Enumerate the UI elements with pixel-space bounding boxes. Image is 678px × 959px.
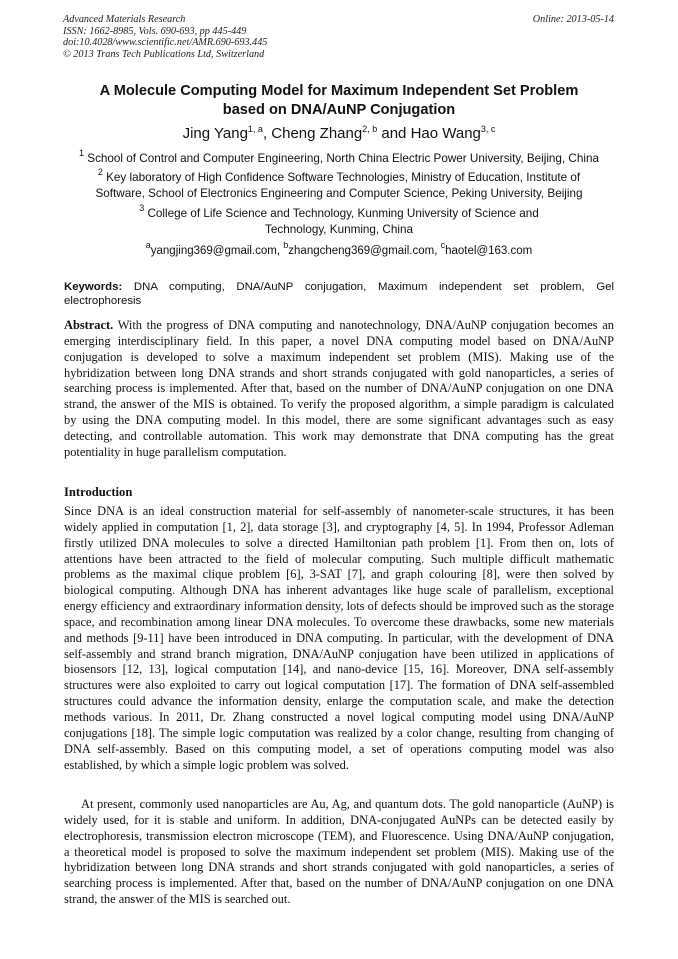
author-name: Jing Yang: [182, 125, 248, 142]
author-separator: and: [377, 125, 411, 142]
email-separator: ,: [434, 245, 441, 257]
email-mark: c: [440, 240, 446, 250]
journal-name: Advanced Materials Research: [63, 14, 186, 25]
affil-text: Software, School of Electronics Engineering and Computer Science, Peking University, Beijing: [95, 187, 583, 201]
paragraph-text: At present, commonly used nanoparticles are Au, Ag, and quantum dots. The gold nanoparticle (AuNP) is widely used, for it is stable and uniform. In addition, DNA-conjugated AuNPs can be detected easily by electrophoresis, transmission electron microscope (TEM), and Fluorescence. Using DNA/AuNP conjugation, a theoretical model is proposed to solve the maximum independent set problem (MIS). Making use of the hybridization between long DNA strands and short strands conjugated with gold nanoparticles, a series of searching process is implemented. After that, based on the number of DNA/AuNP conjugation on one DNA strand, the answer of the MIS is searched out.: [64, 797, 614, 907]
author-name: Hao Wang: [410, 125, 481, 142]
issn-line: ISSN: 1662-8985, Vols. 690-693, pp 445-449: [63, 25, 247, 37]
intro-paragraph-2: [64, 797, 614, 908]
keywords-block: [64, 280, 614, 308]
abstract-text: With the progress of DNA computing and nanotechnology, DNA/AuNP conjugation becomes an emerging interdisciplinary field. In this paper, a novel DNA computing model based on DNA/AuNP conjugation is developed to solve a maximum independent set problem (MIS). Making use of the hybridization between long DNA strands and short strands conjugated with gold nanoparticles, a series of searching process is implemented. After that, based on the number of DNA/AuNP conjugation on one DNA strand, the answer of the MIS is obtained. To verify the proposed algorithm, a simple paradigm is calculated by using the DNA computing model. In this model, there are some significant advantages such as easy detecting, and controllable automation. This work may demonstrate that DNA computing has the great potentiality in huge parallelism computation.: [64, 318, 614, 459]
email-link[interactable]: yangjing369@gmail.com: [150, 245, 277, 257]
doi-line: doi:10.4028/www.scientific.net/AMR.690-693.445: [63, 37, 268, 49]
email-link[interactable]: zhangcheng369@gmail.com: [288, 245, 435, 257]
email-link[interactable]: haotel@163.com: [445, 245, 533, 257]
section-heading-introduction: Introduction: [64, 485, 133, 499]
affil-text: School of Control and Computer Engineering, North China Electric Power University, Beijing, China: [87, 152, 599, 165]
paragraph-text: Since DNA is an ideal construction material for self-assembly of nanometer-scale structures, it has been widely applied in computation [1, 2], data storage [3], and cryptography [4, 5]. In 1994, Professor Adleman firstly utilized DNA molecules to solve a directed Hamiltonian path problem [1]. From then on, lots of attentions have been attracted to the field of molecular computing. Such multiple difficult mathematic problems as the maximal clique problem [6], 3-SAT [7], and graph colouring [8], were then solved by biological computing. Although DNA has inherent advantages like huge scale of parallelism, exceptional energy efficiency and extraordinary information density, lots of defects should be improved such as the storage space, and recombination among linear DNA molecules. To overcome these drawbacks, some new materials and methods [9-11] have been introduced in DNA computing. In particular, with the development of DNA self-assembly and strand branch migration, DNA/AuNP conjugation have been utilized in applications of biosensors [12, 13], logical computation [14], and nano-device [15, 16]. Moreover, DNA self-assembly structures were also exploited to carry out logical computation [17]. The formation of DNA self-assembled structures could advance the information density, enlarge the computation scale, and make the detection methods various. In 2011, Dr. Zhang constructed a novel logical computing model using DNA/AuNP conjugations [18]. The simple logic computation was realized by a color change, resulting from changing of DNA self-assembly. Based on this computing model, a set of operations computing model was also established, by which a simple logic problem was solved.: [64, 504, 614, 772]
intro-paragraph-1: [64, 504, 614, 773]
author-emails: [40, 240, 638, 259]
keywords-text: DNA computing, DNA/AuNP conjugation, Maximum independent set problem, Gel electrophoresis: [64, 281, 614, 307]
affil-text: College of Life Science and Technology, Kunming University of Science and: [147, 207, 539, 220]
author-list: [40, 124, 638, 143]
affil-text: Key laboratory of High Confidence Software Technologies, Ministry of Education, Institute of: [106, 171, 581, 184]
affil-text: Technology, Kunming, China: [265, 223, 413, 237]
email-separator: ,: [276, 245, 284, 257]
author-affil-mark: 2, b: [362, 124, 378, 134]
affil-mark: 2: [97, 167, 103, 177]
keywords-label: Keywords:: [64, 281, 123, 293]
affiliation-2: [40, 167, 638, 202]
email-mark: b: [283, 240, 289, 250]
copyright-line: © 2013 Trans Tech Publications Ltd, Switzerland: [63, 48, 265, 60]
abstract-block: [64, 318, 614, 461]
journal-header: [63, 14, 267, 60]
author-separator: ,: [262, 125, 272, 142]
author-name: Cheng Zhang: [271, 125, 363, 142]
online-date: Online: 2013-05-14: [532, 14, 614, 25]
title-line-1: A Molecule Computing Model for Maximum Independent Set Problem: [99, 83, 579, 99]
abstract-label: Abstract.: [64, 318, 114, 332]
paper-title: [40, 82, 638, 119]
title-line-2: based on DNA/AuNP Conjugation: [222, 101, 456, 118]
affil-mark: 3: [139, 203, 145, 213]
author-affil-mark: 3, c: [480, 124, 496, 134]
email-mark: a: [145, 240, 151, 250]
affil-mark: 1: [79, 148, 85, 158]
affiliation-3: [40, 203, 638, 238]
affiliation-1: [40, 148, 638, 167]
author-affil-mark: 1, a: [247, 124, 263, 134]
